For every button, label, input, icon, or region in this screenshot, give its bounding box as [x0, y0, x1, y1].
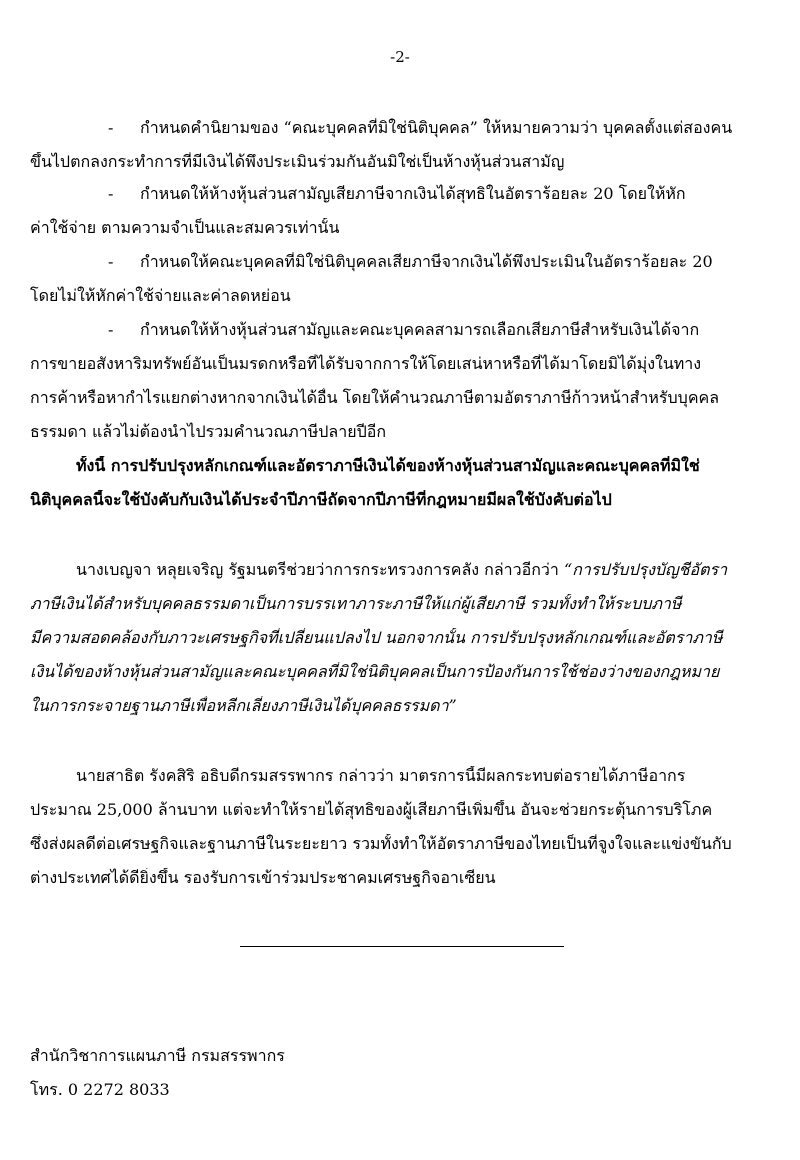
bold-paragraph-line-1: ทั้งนี้ การปรับปรุงหลักเกณฑ์และอัตราภาษีเงินได้ของห้างหุ้นส่วนสามัญและคณะบุคคลที่มิใช่ — [76, 456, 700, 475]
horizontal-divider — [240, 946, 564, 947]
footer-office: สำนักวิชาการแผนภาษี กรมสรรพากร — [30, 1046, 285, 1065]
bullet-dash: - — [108, 184, 114, 203]
bullet-item-1-line-2: ขึ้นไปตกลงกระทำการที่มีเงินได้พึงประเมินร่วมกันอันมิใช่เป็นห้างหุ้นส่วนสามัญ — [30, 152, 565, 171]
bullet-item-2-line-1 — [108, 184, 770, 204]
quote-paragraph-line-3: มีความสอดคล้องกับภาวะเศรษฐกิจที่เปลี่ยนแปลงไป นอกจากนั้น การปรับปรุงหลักเกณฑ์และอัตราภาษี — [30, 628, 723, 647]
page-number: -2- — [390, 48, 410, 66]
quote-paragraph-line-2: ภาษีเงินได้สำหรับบุคคลธรรมดาเป็นการบรรเทาภาระภาษีให้แก่ผู้เสียภาษี รวมทั้งทำให้ระบบภาษี — [30, 594, 682, 613]
bullet-item-1-line-1 — [108, 118, 770, 138]
bullet-text: กำหนดคำนิยามของ “คณะบุคคลที่มิใช่นิติบุคคล” ให้หมายความว่า บุคคลตั้งแต่สองคน — [140, 118, 733, 137]
quote-paragraph-line-1 — [76, 560, 770, 580]
bullet-item-4-line-2: การขายอสังหาริมทรัพย์อันเป็นมรดกหรือที่ได้รับจากการให้โดยเสน่หาหรือที่ได้มาโดยมิได้มุ่งในทาง — [30, 354, 702, 373]
bullet-item-2-line-2: ค่าใช้จ่าย ตามความจำเป็นและสมควรเท่านั้น — [30, 218, 340, 237]
director-paragraph-line-2: ประมาณ 25,000 ล้านบาท แต่จะทำให้รายได้สุทธิของผู้เสียภาษีเพิ่มขึ้น อันจะช่วยกระตุ้นการบริโภค — [30, 800, 713, 819]
bold-paragraph-line-2: นิติบุคคลนี้จะใช้บังคับกับเงินได้ประจำปีภาษีถัดจากปีภาษีที่กฎหมายมีผลใช้บังคับต่อไป — [30, 490, 612, 509]
director-paragraph-line-3: ซึ่งส่งผลดีต่อเศรษฐกิจและฐานภาษีในระยะยาว รวมทั้งทำให้อัตราภาษีของไทยเป็นที่จูงใจและแข่งขันกับ — [30, 834, 732, 853]
bullet-dash: - — [108, 320, 114, 339]
footer-phone: โทร. 0 2272 8033 — [30, 1080, 170, 1099]
bullet-text: กำหนดให้ห้างหุ้นส่วนสามัญและคณะบุคคลสามารถเลือกเสียภาษีสำหรับเงินได้จาก — [140, 320, 700, 339]
bullet-text: กำหนดให้คณะบุคคลที่มิใช่นิติบุคคลเสียภาษีจากเงินได้พึงประเมินในอัตราร้อยละ 20 — [140, 252, 713, 271]
quote-intro: นางเบญจา หลุยเจริญ รัฐมนตรีช่วยว่าการกระทรวงการคลัง กล่าวอีกว่า — [76, 560, 564, 579]
quote-paragraph-line-5: ในการกระจายฐานภาษีเพื่อหลีกเลี่ยงภาษีเงินได้บุคคลธรรมดา” — [30, 696, 457, 715]
bullet-item-4-line-3: การค้าหรือหากำไรแยกต่างหากจากเงินได้อื่น โดยให้คำนวณภาษีตามอัตราภาษีก้าวหน้าสำหรับบุคคล — [30, 388, 720, 407]
quote-paragraph-line-4: เงินได้ของห้างหุ้นส่วนสามัญและคณะบุคคลที่มิใช่นิติบุคคลเป็นการป้องกันการใช้ช่องว่างของกฎหมาย — [30, 662, 720, 681]
bullet-dash: - — [108, 252, 114, 271]
quote-text-start: “การปรับปรุงบัญชีอัตรา — [563, 560, 728, 579]
director-paragraph-line-1: นายสาธิต รังคสิริ อธิบดีกรมสรรพากร กล่าวว่า มาตรการนี้มีผลกระทบต่อรายได้ภาษีอากร — [76, 766, 686, 785]
bullet-text: กำหนดให้ห้างหุ้นส่วนสามัญเสียภาษีจากเงินได้สุทธิในอัตราร้อยละ 20 โดยให้หัก — [140, 184, 686, 203]
bullet-item-3-line-1 — [108, 252, 770, 272]
bullet-item-3-line-2: โดยไม่ให้หักค่าใช้จ่ายและค่าลดหย่อน — [30, 286, 291, 305]
bullet-dash: - — [108, 118, 114, 137]
bullet-item-4-line-4: ธรรมดา แล้วไม่ต้องนำไปรวมคำนวณภาษีปลายปีอีก — [30, 422, 387, 441]
director-paragraph-line-4: ต่างประเทศได้ดียิ่งขึ้น รองรับการเข้าร่วมประชาคมเศรษฐกิจอาเซียน — [30, 868, 496, 887]
bullet-item-4-line-1 — [108, 320, 770, 340]
